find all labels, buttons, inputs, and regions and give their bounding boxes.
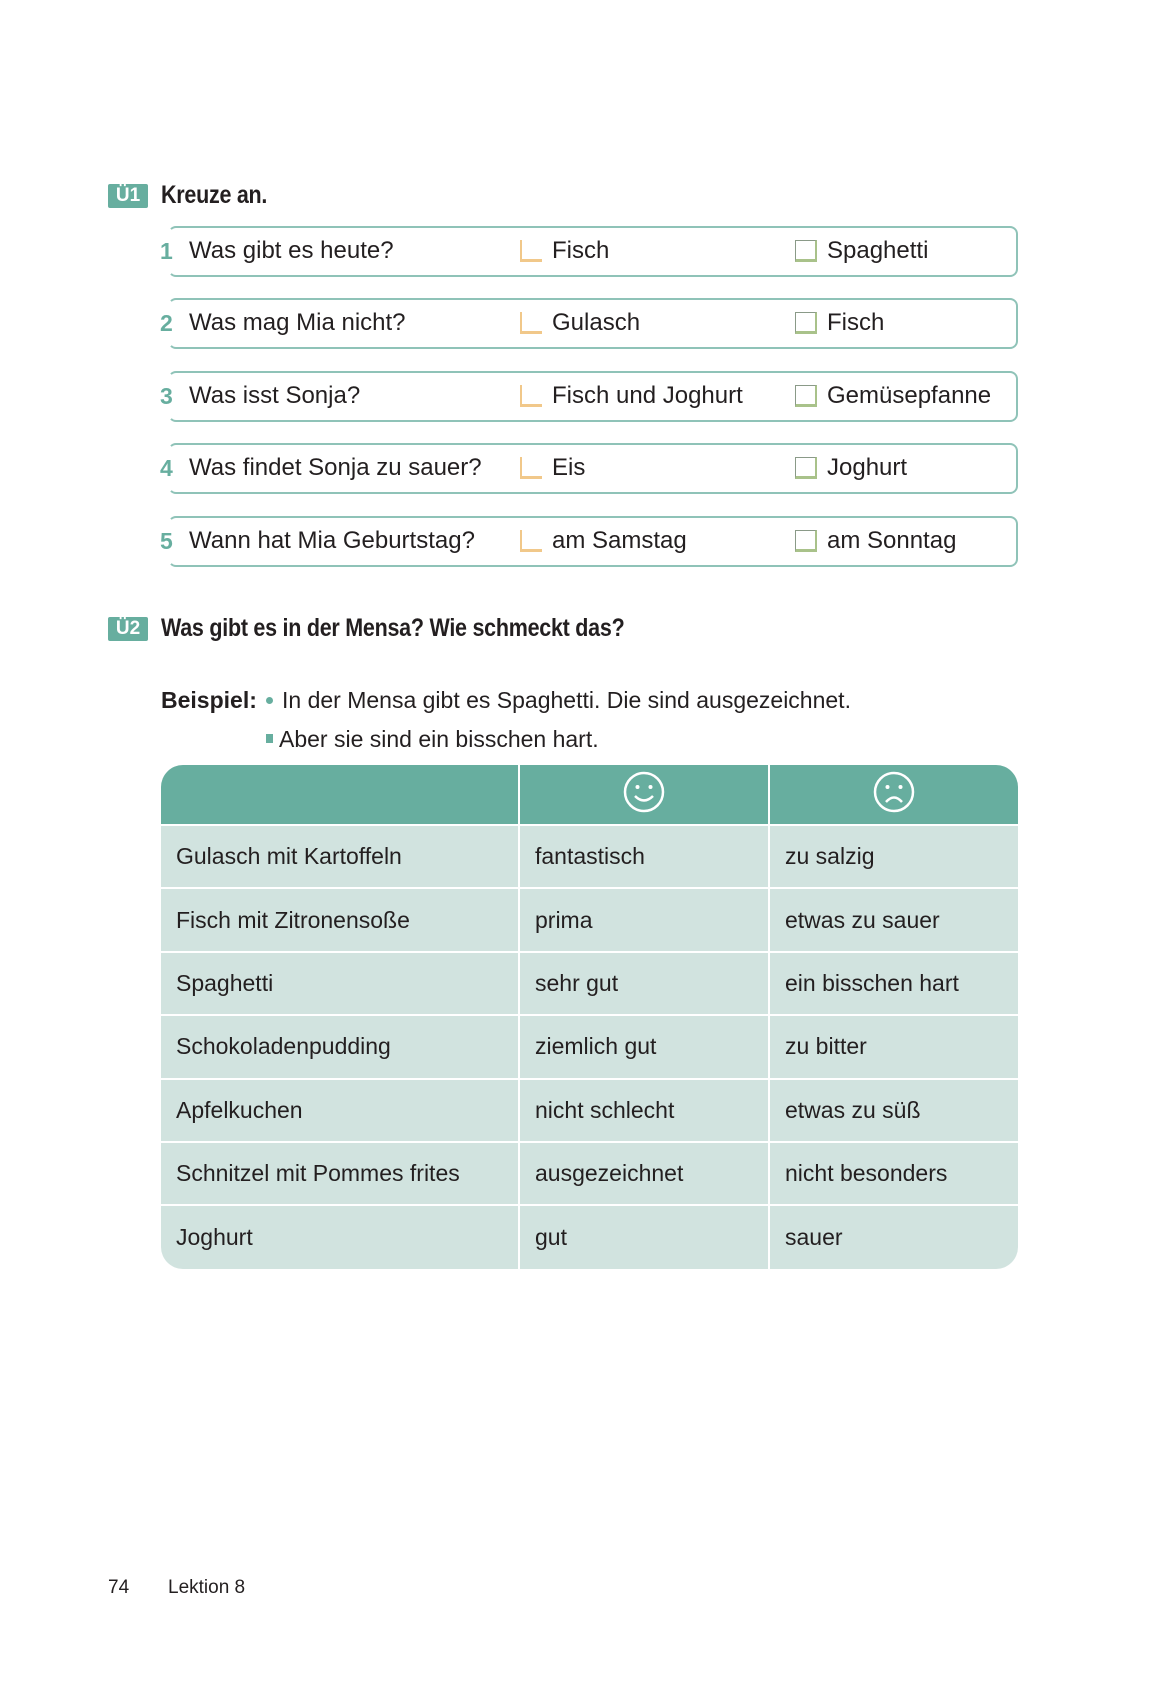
example-line-1: In der Mensa gibt es Spaghetti. Die sind ausgezeichnet. bbox=[282, 687, 851, 713]
option-b-label: Gemüsepfanne bbox=[827, 381, 992, 409]
table-cell: ziemlich gut bbox=[519, 1015, 769, 1078]
question-text: Was mag Mia nicht? bbox=[189, 309, 406, 337]
table-cell: fantastisch bbox=[519, 825, 769, 888]
example-line-2: Aber sie sind ein bisschen hart. bbox=[279, 726, 599, 752]
table-cell: Schokoladenpudding bbox=[161, 1015, 519, 1078]
page-number: 74 bbox=[108, 1577, 130, 1598]
exercise-badge-1: Ü1 bbox=[108, 184, 148, 208]
example-label: Beispiel: bbox=[161, 687, 257, 713]
table-cell: nicht besonders bbox=[769, 1142, 1018, 1205]
table-row bbox=[161, 1015, 1018, 1078]
checkbox-option-b[interactable] bbox=[795, 312, 817, 334]
table-cell: etwas zu sauer bbox=[769, 888, 1018, 951]
exercise-1-title: Kreuze an. bbox=[161, 181, 268, 209]
table-cell: zu salzig bbox=[769, 825, 1018, 888]
table-cell: nicht schlecht bbox=[519, 1079, 769, 1142]
checkbox-option-a[interactable] bbox=[520, 530, 542, 552]
header-empty bbox=[161, 765, 519, 825]
table-row bbox=[161, 888, 1018, 951]
bullet-square-icon bbox=[266, 734, 273, 743]
table-cell: Spaghetti bbox=[161, 952, 519, 1015]
table-cell: Fisch mit Zitronensoße bbox=[161, 888, 519, 951]
option-b-label: Joghurt bbox=[827, 454, 908, 482]
question-text: Was isst Sonja? bbox=[189, 381, 361, 409]
table-cell: sehr gut bbox=[519, 952, 769, 1015]
option-b-label: Fisch bbox=[827, 309, 885, 337]
question-number: 5 bbox=[160, 527, 173, 554]
table-cell: gut bbox=[519, 1205, 769, 1268]
table-row bbox=[161, 1205, 1018, 1268]
option-a-label: Fisch bbox=[552, 237, 610, 264]
header-happy bbox=[519, 765, 769, 825]
question-number: 4 bbox=[160, 455, 173, 482]
question-number: 1 bbox=[160, 238, 173, 264]
table-cell: ein bisschen hart bbox=[769, 952, 1018, 1015]
table-cell: zu bitter bbox=[769, 1015, 1018, 1078]
question-text: Was gibt es heute? bbox=[189, 237, 394, 264]
table-cell: sauer bbox=[769, 1205, 1018, 1268]
table-cell: Apfelkuchen bbox=[161, 1079, 519, 1142]
bullet-dot-icon bbox=[266, 697, 273, 704]
smiley-happy-icon bbox=[622, 770, 666, 814]
checkbox-option-b[interactable] bbox=[795, 457, 817, 479]
checkbox-option-a[interactable] bbox=[520, 457, 542, 479]
checkbox-option-b[interactable] bbox=[795, 385, 817, 407]
checkbox-option-b[interactable] bbox=[795, 240, 817, 262]
option-a-label: am Samstag bbox=[552, 526, 687, 554]
table-cell: prima bbox=[519, 888, 769, 951]
checkbox-option-a[interactable] bbox=[520, 385, 542, 407]
smiley-sad-icon bbox=[872, 770, 916, 814]
option-a-label: Gulasch bbox=[552, 309, 641, 337]
table-cell: Joghurt bbox=[161, 1205, 519, 1268]
food-table bbox=[161, 765, 1018, 1269]
table-row bbox=[161, 825, 1018, 888]
question-number: 3 bbox=[160, 382, 173, 409]
exercise-badge-2: Ü2 bbox=[108, 617, 148, 641]
exercise-2-title: Was gibt es in der Mensa? Wie schmeckt das? bbox=[161, 614, 625, 642]
table-cell: etwas zu süß bbox=[769, 1079, 1018, 1142]
table-cell: Schnitzel mit Pommes frites bbox=[161, 1142, 519, 1205]
lesson-label: Lektion 8 bbox=[168, 1577, 246, 1598]
header-sad bbox=[769, 765, 1018, 825]
question-number: 2 bbox=[160, 310, 173, 337]
table-cell: Gulasch mit Kartoffeln bbox=[161, 825, 519, 888]
option-b-label: Spaghetti bbox=[827, 237, 929, 264]
question-text: Was findet Sonja zu sauer? bbox=[189, 454, 482, 482]
option-a-label: Eis bbox=[552, 454, 586, 482]
table-cell: ausgezeichnet bbox=[519, 1142, 769, 1205]
checkbox-option-a[interactable] bbox=[520, 312, 542, 334]
option-a-label: Fisch und Joghurt bbox=[552, 381, 743, 409]
table-row bbox=[161, 1142, 1018, 1205]
question-text: Wann hat Mia Geburtstag? bbox=[189, 526, 475, 554]
checkbox-option-b[interactable] bbox=[795, 530, 817, 552]
table-row bbox=[161, 952, 1018, 1015]
checkbox-option-a[interactable] bbox=[520, 240, 542, 262]
option-b-label: am Sonntag bbox=[827, 526, 957, 554]
table-row bbox=[161, 1079, 1018, 1142]
